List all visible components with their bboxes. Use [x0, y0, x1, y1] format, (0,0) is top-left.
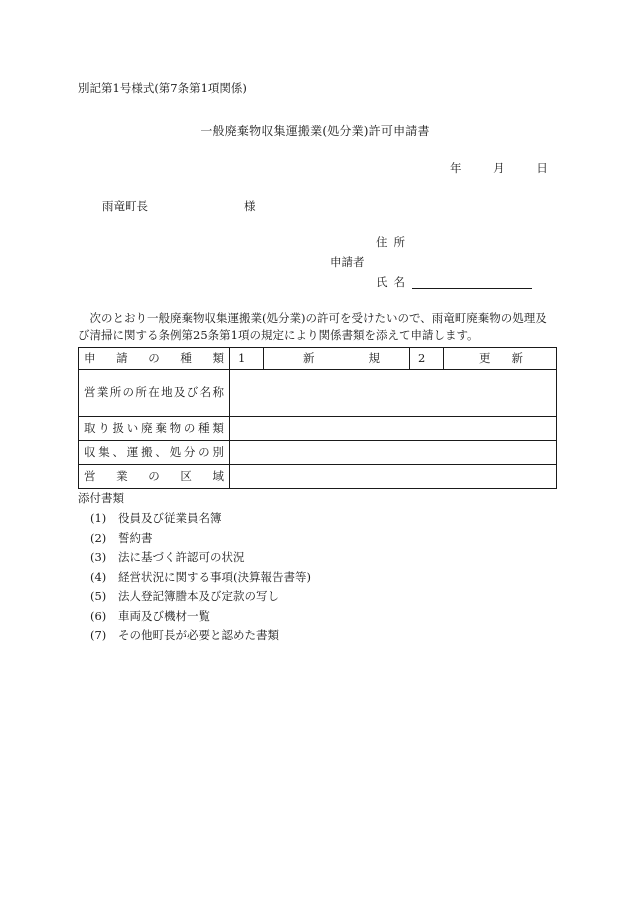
- attachment-item: [78, 589, 279, 610]
- attachment-item: [78, 608, 210, 630]
- label-char: 営: [84, 468, 96, 483]
- label-char: 新: [511, 350, 523, 365]
- form-label: 別記第1号様式(第7条第1項関係): [78, 81, 247, 95]
- addressee-name: 雨竜町長: [102, 199, 148, 213]
- label-char: 類: [212, 350, 224, 365]
- spread-label: [449, 352, 551, 366]
- date-day-label: 日: [536, 161, 548, 175]
- label-char: 搬: [141, 444, 153, 459]
- attachment-item: [78, 511, 222, 532]
- attachment-number: (6): [90, 608, 107, 623]
- label-char: 所: [109, 385, 122, 400]
- attachment-item: [78, 530, 153, 552]
- label-char: い: [126, 420, 139, 435]
- table-label-cell: [79, 370, 230, 417]
- attachment-number: (1): [90, 511, 107, 525]
- label-char: 営: [84, 385, 96, 400]
- label-char: 処: [169, 444, 182, 459]
- attachment-number: (7): [90, 628, 107, 642]
- attachment-text: 誓約書: [118, 530, 153, 545]
- label-char: 別: [212, 444, 224, 459]
- attachments-list: [78, 511, 311, 649]
- addressee-honorific: 様: [244, 199, 256, 213]
- label-char: 扱: [112, 420, 125, 435]
- spread-label: [84, 446, 224, 460]
- applicant-name-label: 氏名: [376, 275, 411, 289]
- label-char: 種: [198, 420, 210, 435]
- table-row: [79, 441, 557, 465]
- label-char: 更: [479, 350, 491, 365]
- attachments-section: [78, 491, 311, 649]
- label-char: 廃: [141, 420, 153, 435]
- spread-label: [269, 352, 404, 366]
- label-char: 在: [148, 385, 160, 400]
- label-char: 称: [212, 385, 224, 400]
- label-char: 請: [116, 350, 128, 365]
- label-char: 収: [84, 444, 96, 459]
- option-2-number: 2: [410, 348, 444, 370]
- label-char: 域: [212, 468, 224, 483]
- table-row: [79, 348, 557, 370]
- label-char: の: [148, 350, 160, 365]
- label-char: 物: [169, 420, 182, 435]
- label-char: 取: [84, 420, 96, 435]
- label-char: 、: [112, 444, 125, 459]
- attachment-text: 法人登記簿謄本及び定款の写し: [118, 589, 279, 603]
- label-char: 分: [183, 444, 196, 459]
- label-char: 名: [199, 385, 212, 400]
- attachment-text: その他町長が必要と認めた書類: [118, 628, 279, 642]
- attachment-text: 車両及び機材一覧: [118, 608, 210, 623]
- spread-label: [84, 352, 224, 366]
- label-char: 類: [212, 420, 224, 435]
- label-char: び: [186, 385, 199, 400]
- label-char: の: [122, 385, 135, 400]
- date-year-label: 年: [450, 161, 462, 175]
- addressee: [102, 199, 256, 214]
- label-char: 集: [98, 444, 110, 459]
- office-location-value[interactable]: [230, 370, 557, 417]
- label-char: 申: [84, 350, 96, 365]
- label-char: 所: [135, 385, 147, 400]
- label-char: の: [183, 420, 196, 435]
- label-char: り: [98, 420, 110, 435]
- table-row: [79, 417, 557, 441]
- attachment-item: [78, 550, 245, 571]
- date-month-label: 月: [493, 161, 505, 175]
- table-label-cell: [79, 465, 230, 489]
- label-char: 業: [116, 468, 128, 483]
- label-char: 規: [368, 350, 380, 365]
- application-table: [78, 347, 557, 489]
- option-1-number: 1: [230, 348, 264, 370]
- attachment-number: (2): [90, 530, 107, 545]
- document-title: 一般廃棄物収集運搬業(処分業)許可申請書: [200, 124, 430, 138]
- intro-paragraph: [78, 310, 558, 344]
- option-1-label-cell[interactable]: [264, 348, 410, 370]
- applicant-role-label: 申請者: [330, 255, 365, 269]
- applicant-name-underline: [412, 288, 532, 289]
- attachments-title: 添付書類: [78, 491, 124, 505]
- intro-text: 次のとおり一般廃棄物収集運搬業(処分業)の許可を受けたいので、雨竜町廃棄物の処理及び清掃に関する条例第25条第1項の規定により関係書類を添えて申請します。: [78, 311, 547, 342]
- table-label-cell: [79, 441, 230, 465]
- spread-label: [84, 386, 224, 400]
- spread-label: [84, 470, 224, 484]
- label-char: 業: [96, 385, 109, 400]
- label-char: 、: [155, 444, 167, 459]
- attachment-number: (4): [90, 569, 107, 584]
- label-char: 地: [161, 385, 173, 400]
- business-category-value[interactable]: [230, 441, 557, 465]
- business-area-value[interactable]: [230, 465, 557, 489]
- attachment-text: 法に基づく許認可の状況: [118, 550, 245, 564]
- option-2-label-cell[interactable]: [444, 348, 557, 370]
- attachment-text: 経営状況に関する事項(決算報告書等): [118, 569, 311, 584]
- label-char: の: [148, 468, 160, 483]
- date-line: [450, 162, 548, 176]
- table-row: [79, 465, 557, 489]
- label-char: 及: [173, 385, 186, 400]
- attachment-text: 役員及び従業員名簿: [118, 511, 222, 525]
- table-row: [79, 370, 557, 417]
- attachment-number: (3): [90, 550, 107, 564]
- attachment-number: (5): [90, 589, 107, 603]
- spread-label: [84, 422, 224, 436]
- attachment-item: [78, 569, 311, 591]
- label-char: の: [198, 444, 210, 459]
- label-char: 運: [126, 444, 139, 459]
- applicant-address-label: 住所: [376, 235, 411, 249]
- attachment-item: [78, 628, 279, 649]
- applicant-block: [330, 236, 540, 296]
- label-char: 種: [180, 350, 192, 365]
- table-label-cell: [79, 417, 230, 441]
- label-char: 区: [180, 468, 192, 483]
- label-char: 棄: [155, 420, 167, 435]
- label-char: 新: [303, 350, 315, 365]
- waste-type-value[interactable]: [230, 417, 557, 441]
- table-label-cell: [79, 348, 230, 370]
